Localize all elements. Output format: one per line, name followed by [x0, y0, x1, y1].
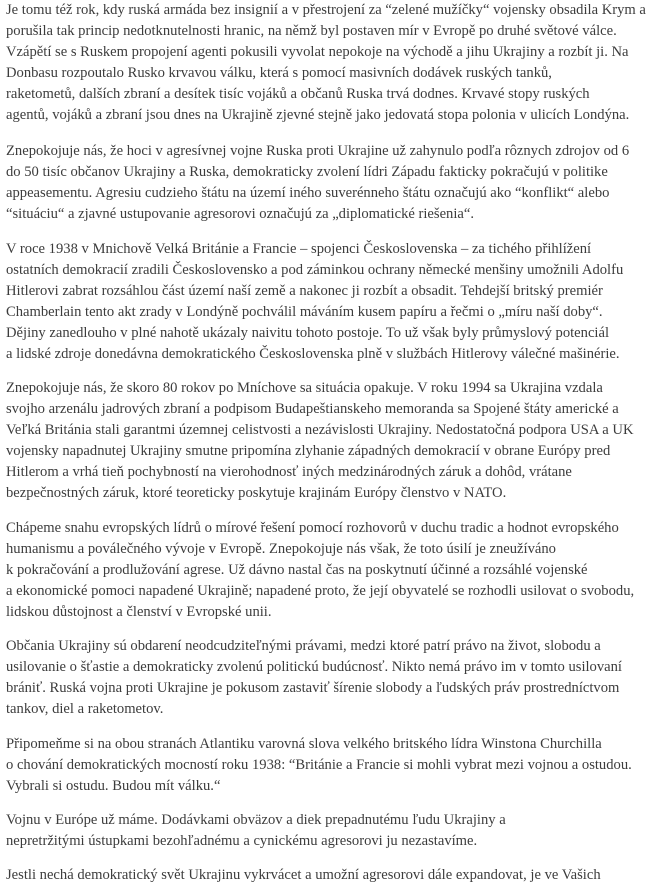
paragraph-citizens-rights [6, 636, 622, 720]
paragraph-line: Vojnu v Európe už máme. Dodávkami obväzov a diek prepadnutému ľudu Ukrajiny a [6, 812, 506, 828]
paragraph-line: humanismu a poválečného vývoje v Evropě. Znepokojuje nás však, že toto úsilí je zneužíváno [6, 541, 556, 558]
paragraph-line: Hitlerovi zabrat rozsáhlou část území naší země a nakonec ji rozbít a obsadit. Tehdejší britský premiér [6, 283, 603, 300]
paragraph-line: do 50 tisíc občanov Ukrajiny a Ruska, demokraticky zvolení lídri Západu fakticky pokračujú v politike [6, 164, 608, 181]
paragraph-line: Je tomu též rok, kdy ruská armáda bez insignií a v přestrojení za “zelené mužíčky“ vojensky obsadila Krym a [6, 2, 646, 18]
paragraph-line: vojensky napadnutej Ukrajiny smutne pripomína zlyhanie západných demokracií v obrane Európy pred [6, 443, 611, 460]
paragraph-line: appeasementu. Agresiu cudzieho štátu na území iného suverénneho štátu označujú ako “konflikt“ alebo [6, 185, 610, 202]
paragraph-line: bezpečnostných záruk, ktoré teoreticky poskytuje krajinám Európy členstvo v NATO. [6, 485, 507, 502]
paragraph-line: k pokračování a prodlužování agrese. Už dávno nastal čas na poskytnutí účinné a rozsáhlé vojenské [6, 562, 588, 579]
paragraph-line: o chování demokratických mocností roku 1938: “Británie a Francie si mohli vybrat mezi vojnou a ostudou. [6, 757, 632, 774]
paragraph-line: Vzápětí se s Ruskem propojení agenti pokusili vyvolat nepokoje na východě a jihu Ukrajiny a rozbít ji. Na [6, 44, 629, 61]
paragraph-line: usilovanie o šťastie a demokraticky zvolenú politickú budúcnosť. Nikto nemá právo im v tomto usilovaní [6, 659, 622, 676]
paragraph-line: ostatních demokracií zradili Československo a pod záminkou ochrany německé menšiny umožnili Adolfu [6, 262, 624, 279]
paragraph-line: V roce 1938 v Mnichově Velká Británie a Francie – spojenci Československa – za tichého přihlížení [6, 241, 592, 257]
paragraph-line: Připomeňme si na obou stranách Atlantiku varovná slova velkého britského lídra Winstona Churchilla [6, 736, 602, 752]
paragraph-line: Donbasu rozpoutalo Rusko krvavou válku, která s pomocí masivních dodávek ruských tanků, [6, 65, 552, 82]
paragraph-line: Dějiny zanedlouho v plné nahotě ukázaly naivitu tohoto postoje. To už však byly průmyslový potenciál [6, 325, 610, 342]
paragraph-line: Chápeme snahu evropských lídrů o mírové řešení pomocí rozhovorů v duchu tradic a hodnot evropského [6, 520, 619, 536]
paragraph-line: Občania Ukrajiny sú obdarení neodcudziteľnými právami, medzi ktoré patrí právo na život, slobodu a [6, 638, 601, 654]
paragraph-line: Vybrali si ostudu. Budou mít válku.“ [6, 778, 221, 795]
paragraph-line: Znepokojuje nás, že hoci v agresívnej vojne Ruska proti Ukrajine už zahynulo podľa rôznych zdrojov od 6 [6, 143, 630, 159]
paragraph-conclusion [6, 865, 601, 886]
paragraph-appeasement [6, 141, 629, 225]
paragraph-line: “situáciu“ a zjavné ustupovanie agresorovi označujú za „diplomatické riešenia“. [6, 206, 475, 223]
paragraph-line: Veľká Británia stali garantmi územnej celistvosti a nezávislosti Ukrajiny. Nedostatočná podpora USA a UK [6, 422, 634, 439]
paragraph-war-in-europe [6, 810, 506, 852]
paragraph-line: tankov, diel a raketometov. [6, 701, 164, 718]
paragraph-line: nepretržitými ústupkami bezohľadnému a cynickému agresorovi ju nezastavíme. [6, 833, 478, 850]
paragraph-budapest-memorandum [6, 378, 634, 505]
paragraph-european-leaders [6, 518, 634, 623]
paragraph-line: Hitlerom a vrhá tieň pochybností na vierohodnosť iných medzinárodných záruk a dohôd, vrátane [6, 464, 572, 481]
paragraph-munich-1938 [6, 239, 623, 366]
paragraph-line: raketometů, dalších zbraní a desítek tisíc vojáků a občanů Ruska trvá dodnes. Krvavé stopy ruských [6, 86, 590, 103]
paragraph-line: Znepokojuje nás, že skoro 80 rokov po Mníchove sa situácia opakuje. V roku 1994 sa Ukrajina vzdala [6, 380, 603, 396]
paragraph-line: a lidské zdroje donedávna demokratického Československa plně v službách Hitlerovy válečné mašinérie. [6, 346, 620, 363]
paragraph-line: brániť. Ruská vojna proti Ukrajine je pokusom zastaviť šírenie slobody a ľudských práv prostredníctvom [6, 680, 620, 697]
paragraph-line: Jestli nechá demokratický svět Ukrajinu vykrvácet a umožní agresorovi dále expandovat, je ve Vašich [6, 867, 601, 883]
paragraph-line: agentů, vojáků a zbraní jsou dnes na Ukrajině zjevné stejně jako jedovatá stopa polonia v ulicích Londýna. [6, 107, 630, 124]
paragraph-line: svojho arzenálu jadrových zbraní a podpisom Budapeštianskeho memoranda sa Spojené štáty americké a [6, 401, 619, 418]
paragraph-crimea [6, 0, 646, 127]
paragraph-line: porušila tak princip nedotknutelnosti hranic, na němž byl postaven mír v Evropě po druhé světové válce. [6, 23, 617, 40]
paragraph-line: a ekonomické pomoci napadené Ukrajině; napadené proto, že její obyvatelé se rozhodli usilovat o svobodu, [6, 583, 635, 600]
paragraph-churchill-quote [6, 734, 632, 797]
paragraph-line: Chamberlain tento akt zrady v Londýně pochválil máváním kusem papíru a řečmi o „míru naší doby“. [6, 304, 603, 321]
paragraph-line: lidskou důstojnost a členství v Evropské unii. [6, 604, 272, 621]
